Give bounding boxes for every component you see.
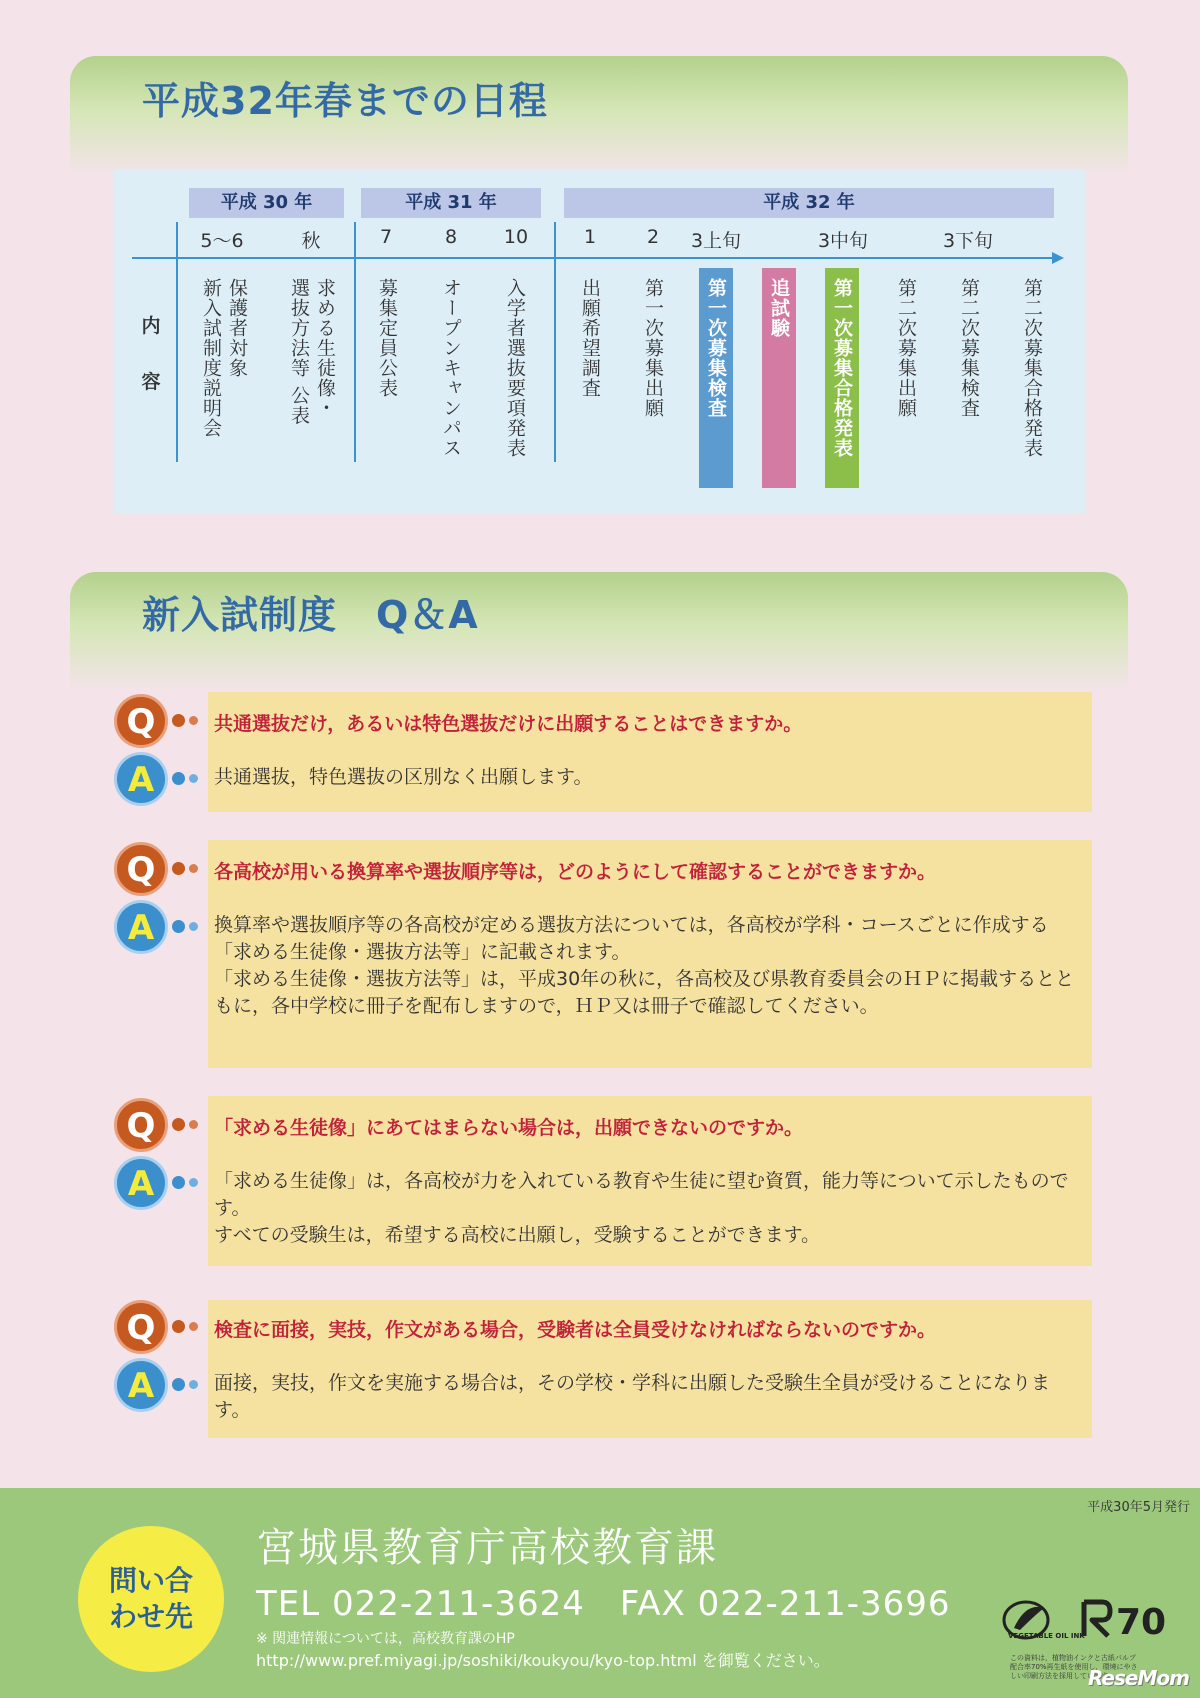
answer-text (214, 764, 1076, 791)
contact-label-line2: わせ先 (108, 1600, 193, 1633)
contact-label-line1: 問い合 (108, 1564, 193, 1597)
month-label: 3上旬 (690, 230, 742, 252)
month-label: 7 (379, 226, 393, 248)
question-text: 「求める生徒像」にあてはまらない場合は，出願できないのですか。 (214, 1117, 804, 1139)
qa-item (126, 692, 1092, 812)
q-dot-icon (172, 1118, 185, 1131)
question-row (114, 842, 1092, 898)
schedule-item: 入学者選抜要項発表 (504, 278, 526, 458)
content-label: 内容 (141, 315, 161, 393)
resemom-watermark: ReseMom (1088, 1666, 1189, 1690)
schedule-item-highlight-pink: 追試験 (762, 268, 796, 488)
question-row (114, 1300, 1092, 1356)
a-badge-icon: A (114, 1358, 168, 1412)
question-row (114, 1098, 1092, 1154)
month-label: 10 (503, 226, 529, 248)
schedule-item: オープンキャンパス (440, 278, 462, 458)
answer-row (114, 1358, 1092, 1434)
a-badge-icon: A (114, 1156, 168, 1210)
q-badge-icon: Q (114, 1300, 168, 1354)
answer-text (214, 912, 1076, 1020)
year-heisei30: 平成 30 年 (189, 188, 344, 218)
answer-row (114, 1156, 1092, 1262)
schedule-item: 求める生徒像・ 選抜方法等 公表 (288, 278, 336, 426)
q-badge-icon: Q (114, 842, 168, 896)
a-dot-icon (172, 772, 185, 785)
a-dot-icon (172, 1378, 185, 1391)
schedule-item: 募集定員公表 (376, 278, 398, 398)
year-heisei31: 平成 31 年 (361, 188, 541, 218)
answer-row (114, 900, 1092, 1060)
schedule-item: 第二次募集合格発表 (1021, 278, 1043, 458)
answer-text (214, 1168, 1076, 1249)
a-dot-icon (189, 1178, 198, 1187)
timeline-arrow-icon (1052, 252, 1064, 264)
month-label: 1 (583, 226, 597, 248)
answer-paragraph: 共通選抜，特色選抜の区別なく出願します。 (214, 766, 593, 788)
contact-phone-fax: TEL 022-211-3624 FAX 022-211-3696 (256, 1584, 951, 1624)
question-text: 検査に面接，実技，作文がある場合，受験者は全員受けなければならないのですか。 (214, 1319, 937, 1341)
q-dot-icon (189, 1322, 198, 1331)
a-dot-icon (172, 1176, 185, 1189)
timeline-axis (132, 257, 1056, 259)
schedule-item-highlight-blue: 第一次募集検査 (699, 268, 733, 488)
svg-text:VEGETABLE OIL INK: VEGETABLE OIL INK (1008, 1632, 1085, 1640)
q-badge-icon: Q (114, 1098, 168, 1152)
contact-badge (78, 1526, 224, 1672)
q-dot-icon (189, 864, 198, 873)
answer-text (214, 1370, 1076, 1424)
month-label: 8 (444, 226, 458, 248)
qa-item (126, 1096, 1092, 1266)
schedule-header (70, 56, 1128, 176)
schedule-item: 出願希望調査 (579, 278, 601, 398)
related-info-note: ※ 関連情報については，高校教育課のHP (256, 1631, 515, 1647)
vegetable-oil-ink-icon (1000, 1598, 1085, 1642)
footer (0, 1488, 1200, 1698)
recycled-paper-r70-icon (1078, 1596, 1178, 1643)
q-badge-icon: Q (114, 694, 168, 748)
qa-item (126, 1300, 1092, 1438)
q-dot-icon (172, 862, 185, 875)
a-dot-icon (189, 922, 198, 931)
a-dot-icon (189, 774, 198, 783)
month-label: 秋 (301, 230, 321, 252)
q-dot-icon (189, 716, 198, 725)
a-dot-icon (189, 1380, 198, 1389)
issue-date: 平成30年5月発行 (1087, 1500, 1190, 1515)
a-badge-icon: A (114, 752, 168, 806)
q-dot-icon (172, 1320, 185, 1333)
qa-header (70, 572, 1128, 692)
month-label: 2 (646, 226, 660, 248)
question-row (114, 694, 1092, 750)
month-label: 5〜6 (200, 230, 244, 252)
schedule-item: 第二次募集検査 (958, 278, 980, 418)
divider (176, 222, 178, 462)
question-text: 各高校が用いる換算率や選抜順序等は，どのようにして確認することができますか。 (214, 861, 937, 883)
svg-text:70: 70 (1116, 1602, 1167, 1643)
question-text: 共通選抜だけ，あるいは特色選抜だけに出願することはできますか。 (214, 713, 803, 735)
answer-row (114, 752, 1092, 808)
eco-print-note: この資料は，植物油インクと古紙パルプ配合率70%再生紙を使用し，環境にやさしい印刷方法を採用しています。 (1010, 1654, 1138, 1680)
organization-name: 宮城県教育庁高校教育課 (256, 1525, 718, 1571)
homepage-link[interactable]: http://www.pref.miyagi.jp/soshiki/koukyou/kyo-top.html を御覧ください。 (256, 1651, 830, 1670)
a-dot-icon (172, 920, 185, 933)
qa-title: 新入試制度 Q＆A (142, 593, 479, 637)
schedule-title: 平成32年春までの日程 (142, 79, 548, 123)
answer-paragraph: 面接，実技，作文を実施する場合は，その学校・学科に出願した受験生全員が受けることになります。 (214, 1372, 1051, 1421)
q-dot-icon (189, 1120, 198, 1129)
answer-paragraph: すべての受験生は，希望する高校に出願し，受験することができます。 (214, 1224, 821, 1246)
schedule-item-highlight-green: 第一次募集合格発表 (825, 268, 859, 488)
schedule-table (114, 170, 1086, 514)
schedule-item: 第一次募集出願 (642, 278, 664, 418)
month-label: 3下旬 (942, 230, 994, 252)
qa-item (126, 840, 1092, 1068)
month-label: 3中旬 (817, 230, 869, 252)
divider (554, 222, 556, 462)
divider (354, 222, 356, 462)
year-heisei32: 平成 32 年 (564, 188, 1054, 218)
q-dot-icon (172, 714, 185, 727)
schedule-item: 第二次募集出願 (895, 278, 917, 418)
answer-paragraph: 「求める生徒像」は，各高校が力を入れている教育や生徒に望む資質，能力等について示したものです。 (214, 1170, 1069, 1219)
answer-paragraph: 換算率や選抜順序等の各高校が定める選抜方法については，各高校が学科・コースごとに作成する「求める生徒像・選抜方法等」に記載されます。 (214, 914, 1049, 963)
schedule-item: 保護者対象 新入試制度説明会 (200, 278, 248, 438)
answer-paragraph: 「求める生徒像・選抜方法等」は，平成30年の秋に，各高校及び県教育委員会のＨＰに掲載するとともに，各中学校に冊子を配布しますので，ＨＰ又は冊子で確認してください。 (214, 968, 1075, 1017)
a-badge-icon: A (114, 900, 168, 954)
